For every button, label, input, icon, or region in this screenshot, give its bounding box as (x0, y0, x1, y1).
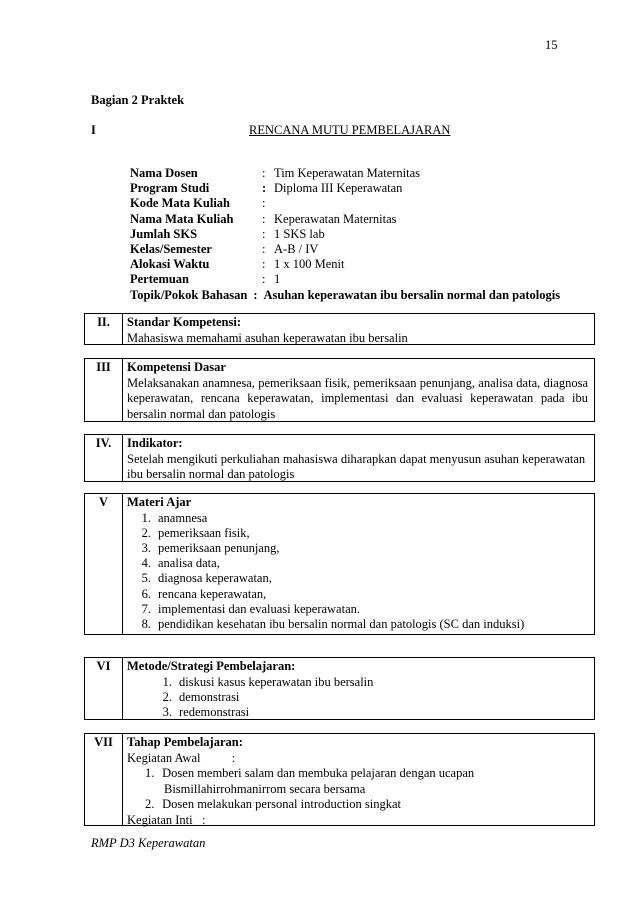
section-head: Materi Ajar (127, 495, 192, 509)
doc-roman-numeral: I (91, 123, 96, 137)
section-materi-ajar (84, 493, 595, 635)
info-row: Kode Mata Kuliah : (130, 196, 266, 211)
section-heading: Bagian 2 Praktek (91, 93, 185, 107)
section-text: Mahasiswa memahami asuhan keperawatan ibu bersalin (127, 330, 408, 345)
list-item: 1. anamnesa (141, 510, 208, 525)
list-item: 2. demonstrasi (162, 689, 240, 704)
info-row: Alokasi Waktu : 1 x 100 Menit (130, 257, 345, 272)
kegiatan-awal: Kegiatan Awal : (127, 750, 236, 765)
section-number: VII (85, 734, 123, 825)
info-row: Topik/Pokok Bahasan : Asuhan keperawatan ibu bersalin normal dan patologis (130, 287, 561, 302)
section-standar-kompetensi (84, 313, 595, 345)
section-indikator (84, 434, 595, 482)
list-item-continuation: Bismillahirrohmanirrom secara bersama (164, 781, 366, 796)
list-item: 4. analisa data, (141, 556, 220, 571)
list-item: 3. pemeriksaan penunjang, (141, 540, 280, 555)
section-text: Setelah mengikuti perkuliahan mahasiswa diharapkan dapat menyusun asuhan keperawatan ibu bersalin normal dan patologis (127, 451, 586, 481)
list-item: 1. Dosen memberi salam dan membuka pelajaran dengan ucapan (145, 766, 475, 780)
kegiatan-inti: Kegiatan Inti : (127, 812, 206, 827)
info-row: Kelas/Semester : A-B / IV (130, 241, 319, 256)
section-tahap (84, 733, 595, 826)
section-number: III (85, 359, 123, 421)
list-item: 5. diagnosa keperawatan, (141, 571, 272, 586)
list-item: 2. Dosen melakukan personal introduction singkat (145, 797, 401, 811)
section-number: V (85, 494, 123, 634)
list-item: 8. pendidikan kesehatan ibu bersalin normal dan patologis (SC dan induksi) (141, 616, 525, 631)
section-head: Indikator: (127, 436, 183, 450)
metode-list (127, 675, 588, 721)
info-row: Nama Dosen : Tim Keperawatan Maternitas (130, 166, 421, 180)
section-number: II. (85, 314, 123, 344)
section-head: Metode/Strategi Pembelajaran: (127, 659, 296, 673)
section-head: Tahap Pembelajaran: (127, 735, 243, 749)
section-text: Melaksanakan anamnesa, pemeriksaan fisik, pemeriksaan penunjang, analisa data, diagnosa keperawatan, rencana keperawatan, implementasi dan evaluasi keperawatan pada ibu bersalin normal dan patologis (127, 375, 588, 421)
list-item: 1. diskusi kasus keperawatan ibu bersalin (162, 674, 374, 689)
materi-list (127, 511, 588, 633)
section-number: VI (85, 658, 123, 719)
footer: RMP D3 Keperawatan (91, 836, 206, 850)
doc-title: RENCANA MUTU PEMBELAJARAN (249, 123, 451, 137)
info-row: Nama Mata Kuliah : Keperawatan Maternitas (130, 211, 397, 226)
list-item: 3. redemonstrasi (162, 704, 250, 719)
section-kompetensi-dasar (84, 358, 595, 422)
list-item: 7. implementasi dan evaluasi keperawatan. (141, 601, 361, 616)
section-head: Kompetensi Dasar (127, 360, 226, 374)
info-row: Program Studi : Diploma III Keperawatan (130, 181, 403, 196)
section-head: Standar Kompetensi: (127, 315, 242, 329)
info-row: Pertemuan : 1 (130, 272, 281, 287)
info-row: Jumlah SKS : 1 SKS lab (130, 226, 325, 241)
page-number: 15 (545, 38, 558, 52)
list-item: 2. pemeriksaan fisik, (141, 525, 250, 540)
section-metode (84, 657, 595, 720)
section-number: IV. (85, 435, 123, 481)
list-item: 6. rencana keperawatan, (141, 586, 267, 601)
course-info (130, 166, 560, 303)
